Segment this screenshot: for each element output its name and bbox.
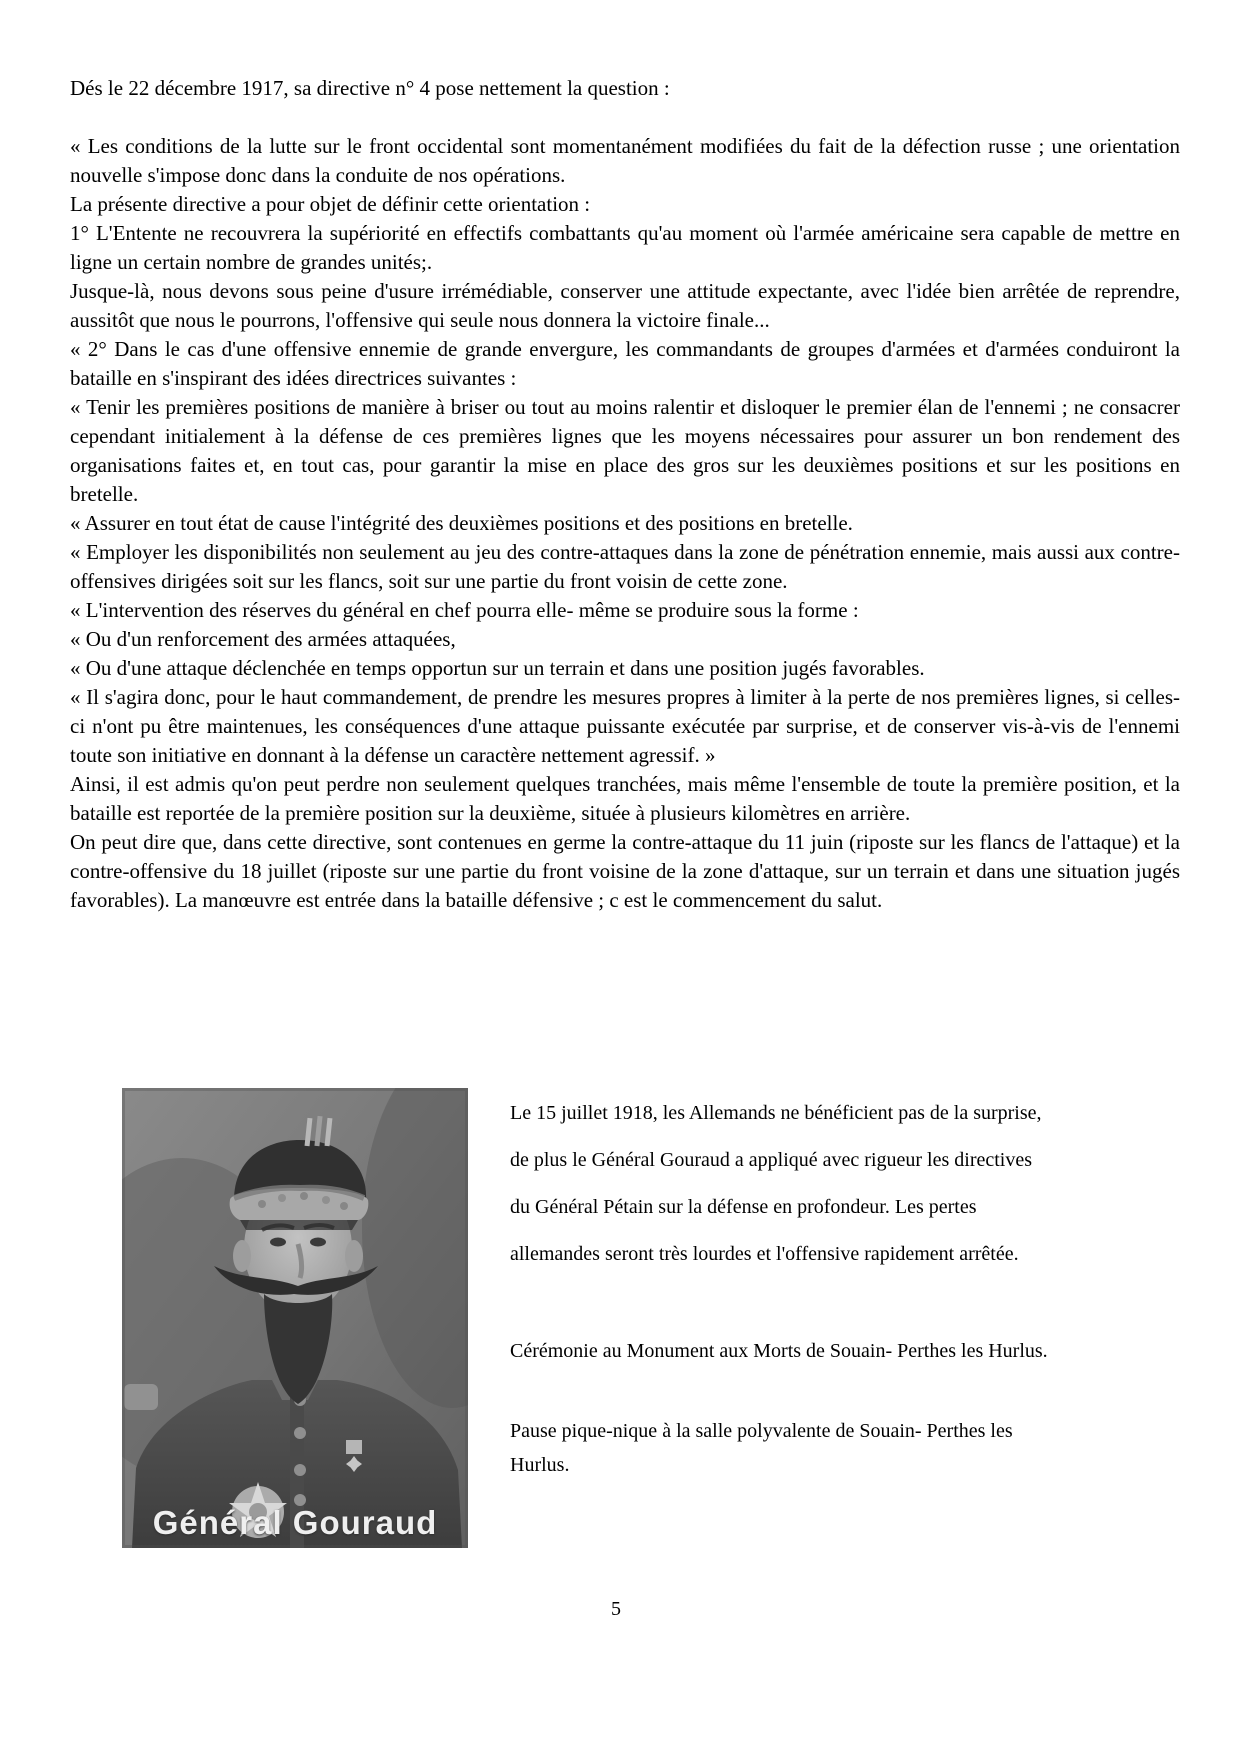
body-paragraph: « Tenir les premières positions de manière à briser ou tout au moins ralentir et disloquer le premier élan de l'ennemi ; ne consacrer cependant initialement à la défense de ces premières lignes que les moyens nécessaires pour assurer un bon rendement des organisations faites et, en tout cas, pour garantir la mise en place des gros sur les deuxièmes positions et sur les positions en bretelle. (70, 395, 1180, 506)
general-gouraud-portrait (122, 1088, 468, 1548)
side-column (510, 1090, 1050, 1482)
intro-line: Dés le 22 décembre 1917, sa directive n° 4 pose nettement la question : (70, 76, 670, 100)
body-paragraph: La présente directive a pour objet de définir cette orientation : (70, 192, 591, 216)
side-paragraph: Pause pique-nique à la salle polyvalente de Souain- Perthes les Hurlus. (510, 1420, 1013, 1476)
body-paragraph: « Ou d'une attaque déclenchée en temps opportun sur un terrain et dans une position jugés favorables. (70, 656, 925, 680)
body-paragraph: 1° L'Entente ne recouvrera la supériorité en effectifs combattants qu'au moment où l'armée américaine sera capable de mettre en ligne un certain nombre de grandes unités;. (70, 221, 1180, 274)
body-paragraph: Jusque-là, nous devons sous peine d'usure irrémédiable, conserver une attitude expectante, avec l'idée bien arrêtée de reprendre, aussitôt que nous le pourrons, l'offensive qui seule nous donnera la victoire finale... (70, 279, 1180, 332)
body-paragraph: « Les conditions de la lutte sur le front occidental sont momentanément modifiées du fait de la défection russe ; une orientation nouvelle s'impose donc dans la conduite de nos opérations. (70, 134, 1180, 187)
body-paragraph: Ainsi, il est admis qu'on peut perdre non seulement quelques tranchées, mais même l'ensemble de toute la première position, et la bataille est reportée de la première position sur la deuxième, située à plusieurs kilomètres en arrière. (70, 772, 1180, 825)
body-paragraph: On peut dire que, dans cette directive, sont contenues en germe la contre-attaque du 11 juin (riposte sur les flancs de l'attaque) et la contre-offensive du 18 juillet (riposte sur une partie du front voisine de la zone d'attaque, sur un terrain et dans une situation jugés favorables). La manœuvre est entrée dans la bataille défensive ; c est le commencement du salut. (70, 830, 1180, 912)
body-paragraph: « Employer les disponibilités non seulement au jeu des contre-attaques dans la zone de pénétration ennemie, mais aussi aux contre-offensives dirigées soit sur les flancs, soit sur une partie du front voisin de cette zone. (70, 540, 1180, 593)
body-paragraph: « L'intervention des réserves du général en chef pourra elle- même se produire sous la forme : (70, 598, 859, 622)
main-text-block (70, 74, 1180, 915)
side-paragraph: Cérémonie au Monument aux Morts de Souain- Perthes les Hurlus. (510, 1340, 1048, 1362)
side-paragraph: Le 15 juillet 1918, les Allemands ne bénéficient pas de la surprise, de plus le Général Gouraud a appliqué avec rigueur les directives du Général Pétain sur la défense en profondeur. Les pertes allemandes seront très lourdes et l'offensive rapidement arrêtée. (510, 1102, 1042, 1265)
gouraud-photo (122, 1088, 468, 1548)
body-paragraph: « Assurer en tout état de cause l'intégrité des deuxièmes positions et des positions en bretelle. (70, 511, 853, 535)
body-paragraph: « Ou d'un renforcement des armées attaquées, (70, 627, 456, 651)
page-number: 5 (611, 1598, 621, 1620)
body-paragraph: « 2° Dans le cas d'une offensive ennemie de grande envergure, les commandants de groupes d'armées et d'armées conduiront la bataille en s'inspirant des idées directrices suivantes : (70, 337, 1180, 390)
body-paragraph: « Il s'agira donc, pour le haut commandement, de prendre les mesures propres à limiter à la perte de nos premières lignes, si celles-ci n'ont pu être maintenues, les conséquences d'une attaque puissante exécutée par surprise, et de conserver vis-à-vis de l'ennemi toute son initiative en donnant à la défense un caractère nettement agressif. » (70, 685, 1180, 767)
photo-caption: Général Gouraud (152, 1504, 438, 1541)
